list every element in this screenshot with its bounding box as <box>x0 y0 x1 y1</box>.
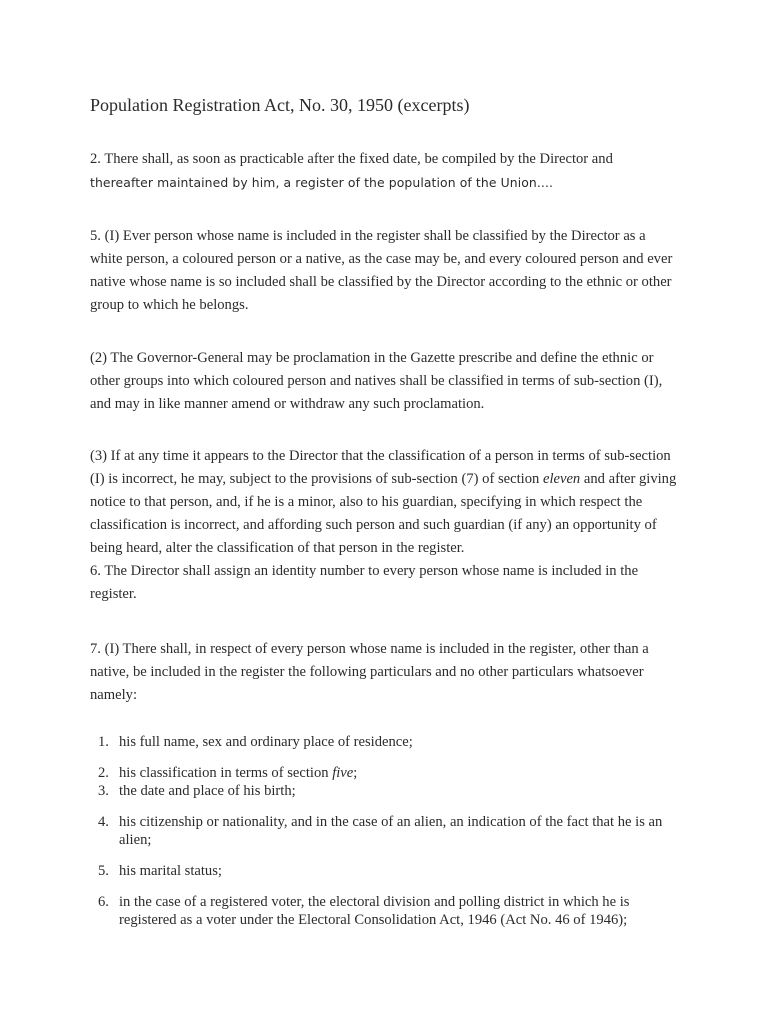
list-item-number: 2. <box>98 765 109 781</box>
list-item-text: his classification in terms of section <box>119 765 333 781</box>
list-item <box>90 782 680 800</box>
list-item-text: his citizenship or nationality, and in the case of an alien, an indication of the fact that he is an alien; <box>119 814 663 848</box>
list-item <box>90 893 680 929</box>
section-6-paragraph: 6. The Director shall assign an identity number to every person whose name is included in the register. <box>90 563 639 602</box>
list-item <box>90 733 680 751</box>
section-5-3-text-after: and after giving notice to that person, and, if he is a minor, also to his guardian, specifying in which respect the classification is incorrect, and affording such person and such guardian (if any) an opportunity of being heard, alter the classification of that person in the register. <box>90 471 677 556</box>
list-item <box>90 862 680 880</box>
section-2-line-2: thereafter maintained by him, a register of the population of the Union.... <box>90 175 554 190</box>
section-5-3-text-before: (3) If at any time it appears to the Director that the classification of a person in terms of sub-section (I) is incorrect, he may, subject to the provisions of sub-section (7) of section <box>90 448 671 487</box>
section-5-2-paragraph: (2) The Governor-General may be proclamation in the Gazette prescribe and define the ethnic or other groups into which coloured person and natives shall be classified in terms of sub-section (I), and may in like manner amend or withdraw any such proclamation. <box>90 350 663 412</box>
list-item-emphasis: five <box>332 765 354 781</box>
list-item-number: 6. <box>98 894 109 910</box>
section-5-3-paragraph <box>90 445 680 560</box>
list-item-text: in the case of a registered voter, the electoral division and polling district in which he is registered as a voter under the Electoral Consolidation Act, 1946 (Act No. 46 of 1946); <box>119 894 630 928</box>
section-2-line-1: 2. There shall, as soon as practicable after the fixed date, be compiled by the Director and <box>90 151 613 167</box>
section-5-3-and-6-block <box>90 445 680 606</box>
section-2-paragraph <box>90 148 680 194</box>
list-item-text: his marital status; <box>119 863 222 879</box>
particulars-list <box>90 733 680 929</box>
list-item-number: 5. <box>98 863 109 879</box>
list-item-text-after: ; <box>353 765 358 781</box>
list-item-text: his full name, sex and ordinary place of residence; <box>119 734 413 750</box>
list-item <box>90 764 680 782</box>
section-7-paragraph: 7. (I) There shall, in respect of every person whose name is included in the register, other than a native, be included in the register the following particulars and no other particulars whatsoever namely: <box>90 641 649 703</box>
section-5-1-paragraph: 5. (I) Ever person whose name is included in the register shall be classified by the Director as a white person, a coloured person or a native, as the case may be, and every coloured person and ever native whose name is so included shall be classified by the Director according to the ethnic or other group to which he belongs. <box>90 228 673 313</box>
list-item-number: 4. <box>98 814 109 830</box>
document-title: Population Registration Act, No. 30, 1950 (excerpts) <box>90 95 470 115</box>
list-item-number: 1. <box>98 734 109 750</box>
list-item <box>90 813 680 849</box>
section-5-3-emphasis: eleven <box>542 471 581 487</box>
list-item-text: the date and place of his birth; <box>119 783 296 799</box>
list-item-number: 3. <box>98 783 109 799</box>
